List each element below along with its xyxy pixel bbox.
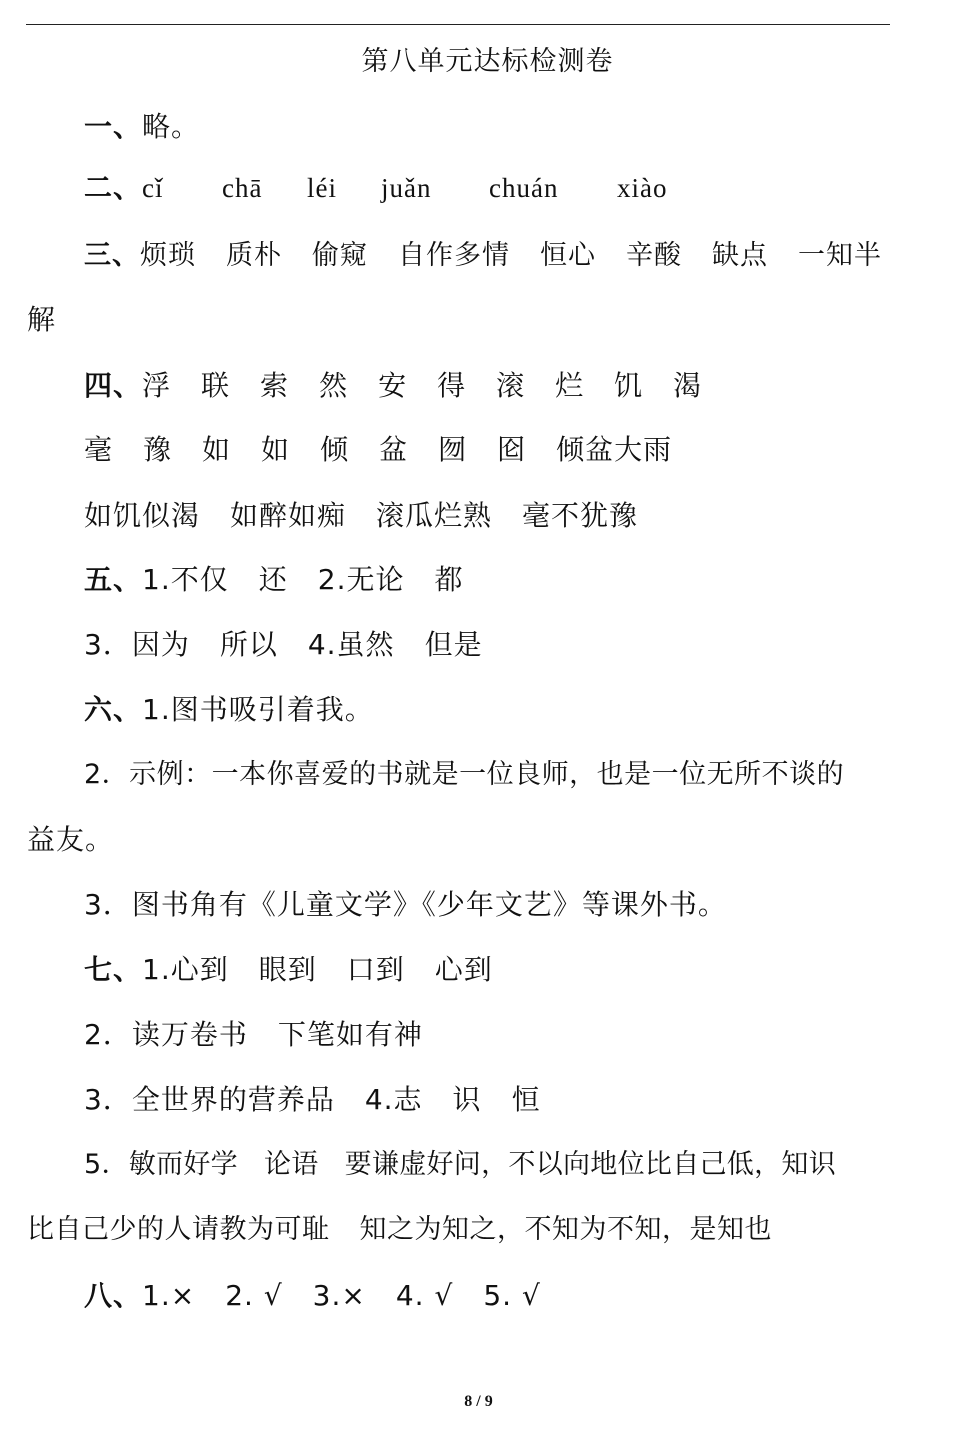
word: 烦琐	[140, 240, 196, 271]
section-2-label: 二、	[84, 171, 143, 204]
answer: 都	[434, 563, 464, 596]
pinyin-item: cǐ	[142, 173, 164, 203]
answer: 1.心到	[142, 953, 229, 986]
answer: 1.不仅	[142, 563, 229, 596]
section-6-item-1	[84, 688, 374, 732]
char: 渴	[673, 369, 703, 402]
char: 毫	[84, 433, 114, 466]
answer: 4.志	[364, 1083, 423, 1116]
char: 豫	[143, 433, 173, 466]
char: 浮	[142, 369, 172, 402]
section-5-label: 五、	[84, 563, 143, 596]
section-3-label: 三、	[84, 240, 140, 271]
section-5-line-1	[84, 558, 463, 602]
section-7-item-5	[84, 1143, 836, 1187]
mark: 4. √	[395, 1279, 454, 1312]
char: 囵	[497, 433, 527, 466]
mark: 1.×	[142, 1279, 196, 1312]
mark: 3.×	[312, 1279, 366, 1312]
char: 如	[261, 433, 291, 466]
char: 得	[437, 369, 467, 402]
answer: 论语	[263, 1149, 319, 1180]
char: 然	[319, 369, 349, 402]
answer: 5．敏而好学	[84, 1149, 238, 1180]
section-1-text: 略。	[142, 110, 201, 143]
word: 辛酸	[626, 240, 682, 271]
section-5-line-2	[84, 623, 483, 667]
answer: 下笔如有神	[277, 1018, 423, 1051]
top-rule	[26, 24, 890, 25]
char: 滚	[496, 369, 526, 402]
idiom: 如醉如痴	[230, 499, 347, 532]
answer: 3．因为	[84, 628, 190, 661]
answer: 口到	[346, 953, 405, 986]
answer: 眼到	[258, 953, 317, 986]
char: 联	[201, 369, 231, 402]
char: 烂	[555, 369, 585, 402]
section-6-label: 六、	[84, 693, 143, 726]
answer: 比自己少的人请教为可耻	[27, 1214, 330, 1245]
section-2	[84, 166, 668, 210]
pinyin-item: léi	[307, 173, 338, 203]
answer: 所以	[219, 628, 278, 661]
section-7-item-5-wrap	[27, 1208, 772, 1252]
word: 倾盆大雨	[556, 433, 673, 466]
char: 安	[378, 369, 408, 402]
word: 质朴	[226, 240, 282, 271]
section-6-item-3: 3．图书角有《儿童文学》《少年文艺》等课外书。	[84, 888, 727, 921]
answer: 1.图书吸引着我。	[142, 693, 374, 726]
answer: 还	[258, 563, 288, 596]
section-1-label: 一、	[84, 110, 143, 143]
section-6-item-2-wrap: 益友。	[27, 823, 115, 856]
answer: 要谦虚好问，不以向地位比自己低，知识	[344, 1149, 836, 1180]
mark: 5. √	[483, 1279, 541, 1312]
section-7-label: 七、	[84, 953, 143, 986]
section-8	[84, 1274, 541, 1318]
idiom: 滚瓜烂熟	[376, 499, 493, 532]
section-7-item-1	[84, 948, 493, 992]
char: 如	[202, 433, 232, 466]
section-6-item-2: 2．示例：一本你喜爱的书就是一位良师，也是一位无所不谈的	[84, 759, 845, 790]
word: 自作多情	[398, 240, 510, 271]
answer: 心到	[434, 953, 493, 986]
answer: 知之为知之，不知为不知，是知也	[359, 1214, 772, 1245]
page-title: 第八单元达标检测卷	[361, 46, 614, 77]
answer: 恒	[511, 1083, 541, 1116]
section-3-wrap: 解	[27, 303, 57, 336]
char: 索	[260, 369, 290, 402]
word: 缺点	[712, 240, 768, 271]
section-3	[84, 234, 882, 278]
char: 倾	[320, 433, 350, 466]
section-8-label: 八、	[84, 1279, 143, 1312]
section-4-label: 四、	[84, 369, 143, 402]
section-7-item-2	[84, 1013, 423, 1057]
answer: 识	[452, 1083, 482, 1116]
idiom: 毫不犹豫	[522, 499, 639, 532]
pinyin-item: chuán	[489, 173, 559, 203]
answer: 2．读万卷书	[84, 1018, 248, 1051]
word: 一知半	[798, 240, 882, 271]
char: 盆	[379, 433, 409, 466]
pinyin-item: juǎn	[381, 173, 432, 203]
idiom: 如饥似渴	[84, 499, 201, 532]
word: 偷窥	[312, 240, 368, 271]
answer: 2.无论	[317, 563, 405, 596]
char: 囫	[438, 433, 468, 466]
mark: 2. √	[225, 1279, 283, 1312]
pinyin-item: xiào	[617, 173, 668, 203]
word: 恒心	[540, 240, 596, 271]
section-1	[84, 105, 200, 149]
pinyin-item: chā	[222, 173, 263, 203]
pinyin-list	[142, 173, 668, 203]
section-4-row-1	[84, 364, 702, 408]
section-7-item-3	[84, 1078, 541, 1122]
section-4-row-2	[84, 428, 672, 472]
answer: 3．全世界的营养品	[84, 1083, 335, 1116]
answer: 但是	[424, 628, 483, 661]
page-number: 8 / 9	[464, 1393, 493, 1410]
section-4-row-3	[84, 494, 638, 538]
char: 饥	[614, 369, 644, 402]
answer: 4.虽然	[307, 628, 395, 661]
